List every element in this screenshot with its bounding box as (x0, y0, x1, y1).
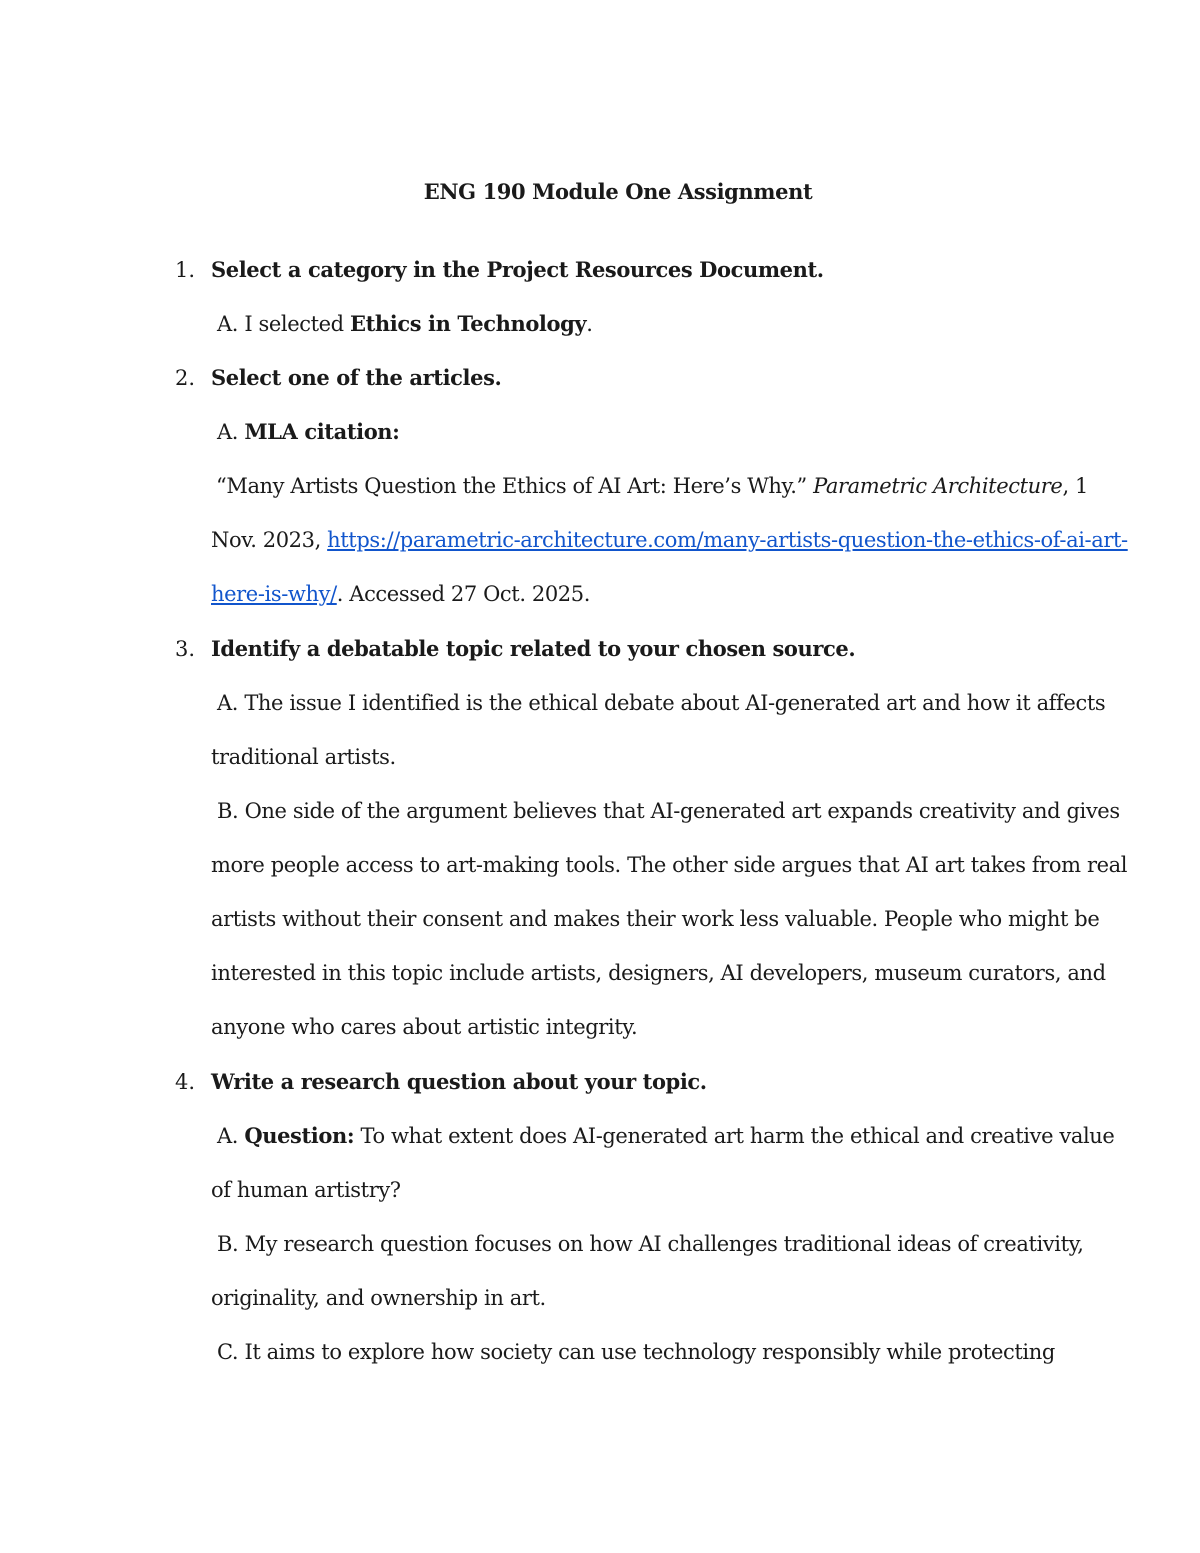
citation-line-3 (211, 580, 590, 608)
item-1-answer-suffix: . (586, 312, 593, 336)
item-2-label-prefix: A. (217, 420, 245, 444)
item-1-answer-prefix: A. I selected (217, 312, 350, 336)
item-4-question-prefix: A. (217, 1124, 245, 1148)
item-4-line: of human artistry? (211, 1178, 401, 1202)
item-3-heading: Identify a debatable topic related to your chosen source. (211, 636, 856, 661)
item-3-line: interested in this topic include artists, designers, AI developers, museum curators, and (211, 961, 1106, 985)
item-1-number: 1. (175, 258, 196, 282)
item-3-number: 3. (175, 637, 196, 661)
item-3-line: artists without their consent and makes their work less valuable. People who might be (211, 907, 1100, 931)
item-3-line: anyone who cares about artistic integrity. (211, 1015, 638, 1039)
citation-title: “Many Artists Question the Ethics of AI Art: Here’s Why.” (216, 474, 814, 498)
item-3-line: A. The issue I identified is the ethical debate about AI-generated art and how it affects (217, 691, 1106, 715)
item-2-heading: Select one of the articles. (211, 365, 502, 390)
item-2-number: 2. (175, 366, 196, 390)
item-1-answer-bold: Ethics in Technology (349, 311, 587, 336)
citation-line-1 (216, 472, 1088, 500)
item-4-question-label: Question: (244, 1123, 355, 1148)
item-1-heading: Select a category in the Project Resources Document. (211, 257, 824, 282)
item-2-label (217, 418, 400, 446)
item-4-question-text: To what extent does AI-generated art harm the ethical and creative value (354, 1124, 1115, 1148)
document-title: ENG 190 Module One Assignment (423, 179, 813, 204)
item-4-line: C. It aims to explore how society can use technology responsibly while protecting (217, 1340, 1055, 1364)
citation-url-link[interactable]: https://parametric-architecture.com/many-artists-question-the-ethics-of-ai-art- (327, 528, 1128, 552)
item-4-number: 4. (175, 1070, 196, 1094)
item-1-answer (217, 310, 592, 338)
citation-url-link-continued[interactable]: here-is-why/ (211, 582, 337, 606)
item-2-label-bold: MLA citation: (244, 419, 400, 444)
item-3-line: B. One side of the argument believes that AI-generated art expands creativity and gives (217, 799, 1120, 823)
citation-publication: Parametric Architecture (813, 474, 1063, 498)
item-3-line: traditional artists. (211, 745, 396, 769)
citation-line-1-end: , 1 (1062, 474, 1088, 498)
item-4-heading: Write a research question about your topic. (211, 1069, 707, 1094)
item-4-question (217, 1122, 1114, 1150)
citation-line-2 (211, 526, 1128, 554)
item-4-line: originality, and ownership in art. (211, 1286, 546, 1310)
citation-accessed: . Accessed 27 Oct. 2025. (336, 582, 590, 606)
citation-date: Nov. 2023, (211, 528, 328, 552)
item-4-line: B. My research question focuses on how AI challenges traditional ideas of creativity, (217, 1232, 1084, 1256)
item-3-line: more people access to art-making tools. The other side argues that AI art takes from real (211, 853, 1128, 877)
